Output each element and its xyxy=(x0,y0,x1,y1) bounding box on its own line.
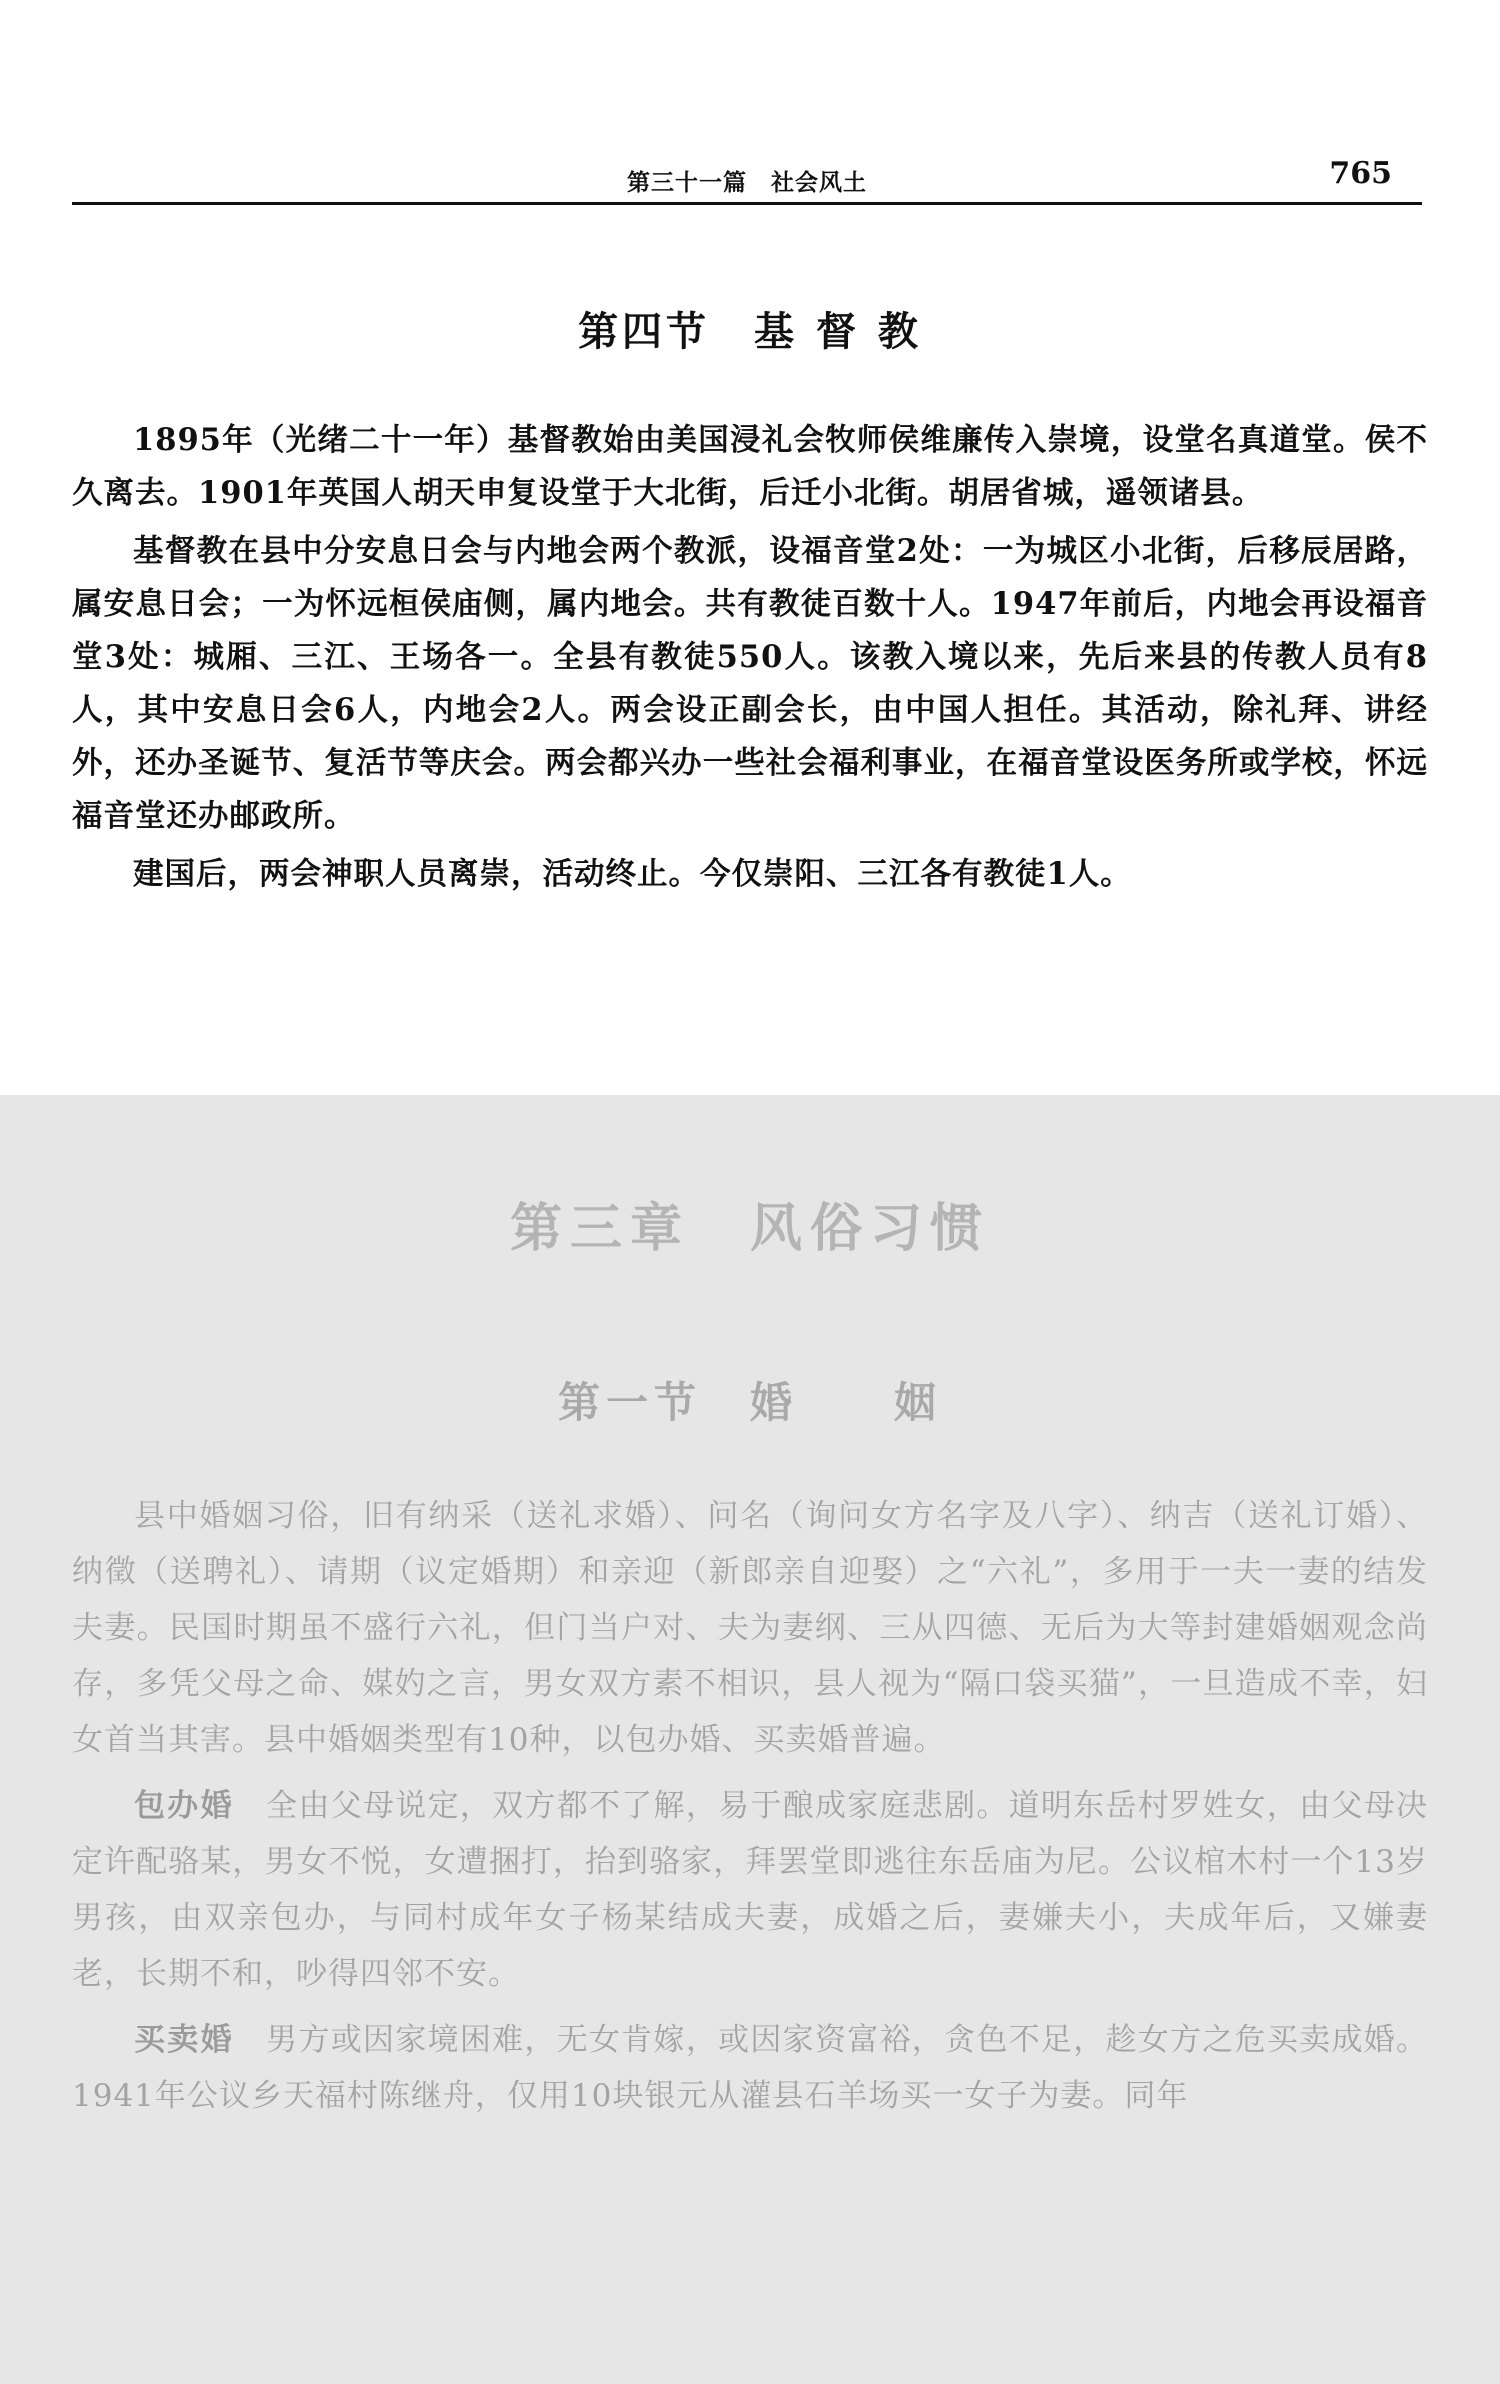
page-number: 765 xyxy=(1329,156,1392,191)
entry-text: 男方或因家境困难，无女肯嫁，或因家资富裕，贪色不足，趁女方之危买卖成婚。1941年公议乡天福村陈继舟，仅用10块银元从灌县石羊场买一女子为妻。同年 xyxy=(72,2022,1429,2114)
paragraph: 1895年（光绪二十一年）基督教始由美国浸礼会牧师侯维廉传入崇境，设堂名真道堂。侯不久离去。1901年英国人胡天申复设堂于大北街，后迁小北街。胡居省城，遥领诸县。 xyxy=(72,422,1428,511)
entry-term: 买卖婚 xyxy=(134,2022,234,2058)
paragraph: 县中婚姻习俗，旧有纳采（送礼求婚）、问名（询问女方名字及八字）、纳吉（送礼订婚）、纳徵（送聘礼）、请期（议定婚期）和亲迎（新郎亲自迎娶）之“六礼”，多用于一夫一妻的结发夫妻。民国时期虽不盛行六礼，但门当户对、夫为妻纲、三从四德、无后为大等封建婚姻观念尚存，多凭父母之命、媒妁之言，男女双方素不相识，县人视为“隔口袋买猫”，一旦造成不幸，妇女首当其害。县中婚姻类型有10种，以包办婚、买卖婚普遍。 xyxy=(72,1498,1428,1758)
sub-section-title: 第一节 婚 姻 xyxy=(557,1378,942,1427)
section-body xyxy=(72,414,1428,906)
chapter-title: 第三章 风俗习惯 xyxy=(509,1198,990,1259)
running-header xyxy=(72,150,1422,210)
current-page xyxy=(0,0,1500,1095)
next-section-body xyxy=(72,1488,1428,2134)
entry-term: 包办婚 xyxy=(134,1788,234,1824)
entry-paragraph xyxy=(72,2012,1428,2124)
entry-text: 全由父母说定，双方都不了解，易于酿成家庭悲剧。道明东岳村罗姓女，由父母决定许配骆某，男女不悦，女遭捆打，抬到骆家，拜罢堂即逃往东岳庙为尼。公议棺木村一个13岁男孩，由双亲包办，与同村成年女子杨某结成夫妻，成婚之后，妻嫌夫小，夫成年后，又嫌妻老，长期不和，吵得四邻不安。 xyxy=(72,1788,1429,1992)
running-title: 第三十一篇 社会风土 xyxy=(627,169,867,196)
paragraph: 建国后，两会神职人员离崇，活动终止。今仅崇阳、三江各有教徒1人。 xyxy=(133,856,1132,892)
paragraph: 基督教在县中分安息日会与内地会两个教派，设福音堂2处：一为城区小北街，后移辰居路，属安息日会；一为怀远桓侯庙侧，属内地会。共有教徒百数十人。1947年前后，内地会再设福音堂3处：城厢、三江、王场各一。全县有教徒550人。该教入境以来，先后来县的传教人员有8人，其中安息日会6人，内地会2人。两会设正副会长，由中国人担任。其活动，除礼拜、讲经外，还办圣诞节、复活节等庆会。两会都兴办一些社会福利事业，在福音堂设医务所或学校，怀远福音堂还办邮政所。 xyxy=(72,533,1428,834)
header-rule xyxy=(72,202,1422,205)
entry-paragraph xyxy=(72,1778,1428,2002)
section-title: 第四节 基 督 教 xyxy=(578,308,922,355)
